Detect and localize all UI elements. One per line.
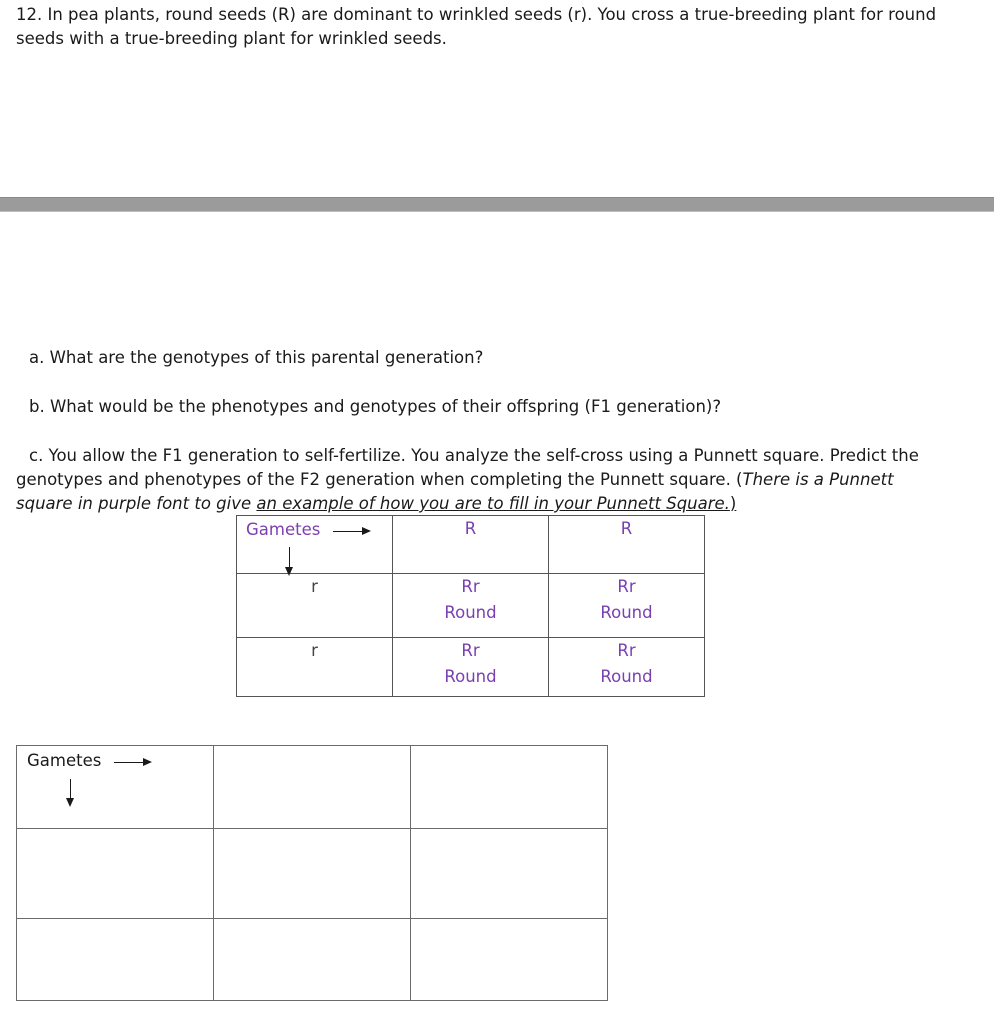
offspring-genotype: Rr xyxy=(461,641,480,660)
example-gametes-label: Gametes xyxy=(246,520,321,539)
arrow-right-icon xyxy=(114,762,150,763)
blank-gametes-label: Gametes xyxy=(27,751,102,770)
answer-divider xyxy=(0,197,994,212)
part-a-question: a. What are the genotypes of this parental generation? xyxy=(29,348,484,367)
question-line-1: 12. In pea plants, round seeds (R) are dominant to wrinkled seeds (r). You cross a true-breeding plant for round xyxy=(16,5,937,24)
question-line-2: seeds with a true-breeding plant for wrinkled seeds. xyxy=(16,29,447,48)
example-column-gamete: R xyxy=(393,516,549,574)
offspring-phenotype: Round xyxy=(444,603,497,622)
example-offspring-cell xyxy=(393,574,549,638)
blank-cell[interactable] xyxy=(17,829,214,919)
blank-cell[interactable] xyxy=(411,919,608,1001)
offspring-genotype: Rr xyxy=(461,577,480,596)
blank-cell[interactable] xyxy=(214,746,411,829)
example-row-gamete: r xyxy=(237,574,393,638)
offspring-genotype: Rr xyxy=(617,577,636,596)
blank-punnett-square xyxy=(16,745,608,1001)
blank-cell[interactable] xyxy=(411,746,608,829)
blank-gametes-header xyxy=(17,746,214,829)
part-c-line-1: c. You allow the F1 generation to self-fertilize. You analyze the self-cross using a Punnett square. Predict the xyxy=(29,446,919,465)
blank-cell[interactable] xyxy=(17,919,214,1001)
blank-cell[interactable] xyxy=(411,829,608,919)
example-offspring-cell xyxy=(549,574,705,638)
arrow-right-icon xyxy=(333,531,369,532)
example-offspring-cell xyxy=(393,638,549,697)
example-row-gamete: r xyxy=(237,638,393,697)
example-punnett-square xyxy=(236,515,705,697)
arrow-down-icon xyxy=(70,779,71,805)
part-c-line-3: square in purple font to give an example of how you are to fill in your Punnett Square.) xyxy=(16,494,737,513)
example-column-gamete: R xyxy=(549,516,705,574)
example-offspring-cell xyxy=(549,638,705,697)
offspring-phenotype: Round xyxy=(600,667,653,686)
part-c-line-2: genotypes and phenotypes of the F2 generation when completing the Punnett square. (There is a Punnett xyxy=(16,470,894,489)
offspring-genotype: Rr xyxy=(617,641,636,660)
offspring-phenotype: Round xyxy=(600,603,653,622)
blank-cell[interactable] xyxy=(214,829,411,919)
blank-cell[interactable] xyxy=(214,919,411,1001)
offspring-phenotype: Round xyxy=(444,667,497,686)
part-b-question: b. What would be the phenotypes and genotypes of their offspring (F1 generation)? xyxy=(29,397,722,416)
arrow-down-icon xyxy=(289,547,290,574)
example-gametes-header xyxy=(237,516,393,574)
